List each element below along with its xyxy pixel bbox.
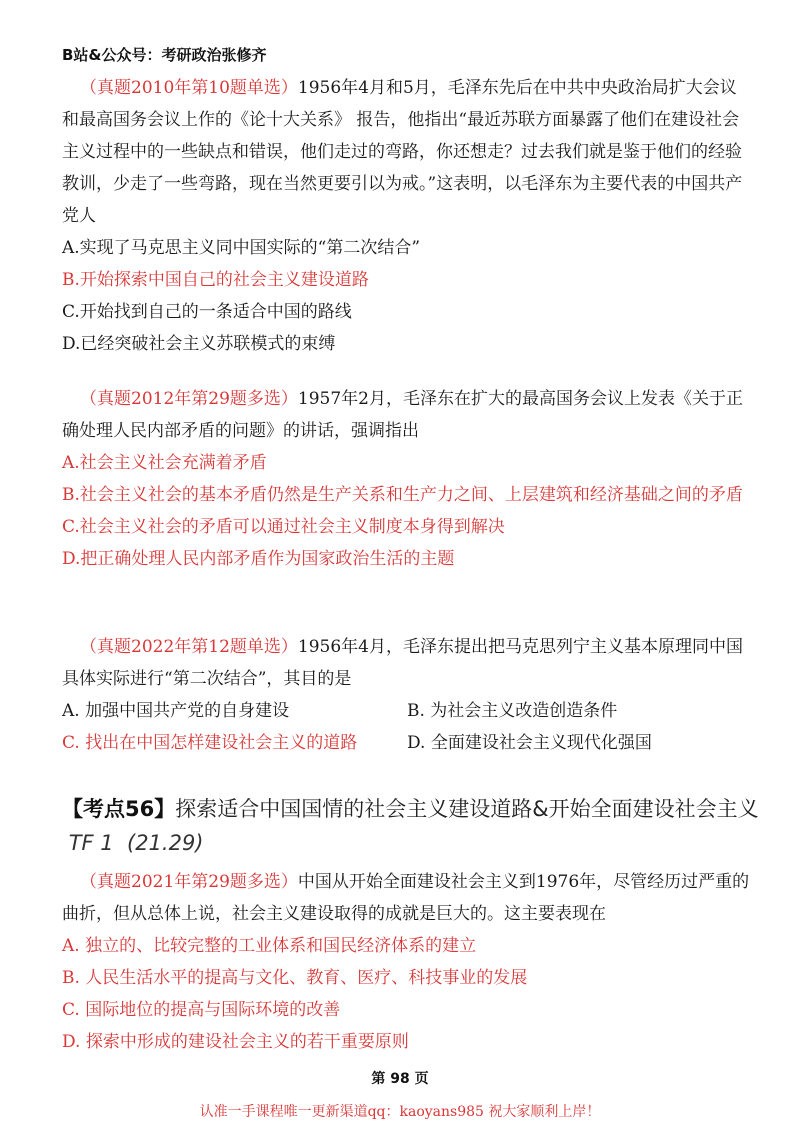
question-2: [62, 383, 752, 575]
question-3: [62, 631, 752, 759]
question-4-option-d: D. 探索中形成的建设社会主义的若干重要原则: [62, 1032, 409, 1052]
question-1-option-d: D.已经突破社会主义苏联模式的束缚: [62, 334, 336, 354]
question-3-stem: [62, 631, 752, 695]
page-number: 第 98 页: [371, 1071, 429, 1087]
page-header: B站&公众号：考研政治张修齐: [62, 46, 267, 64]
question-1-text: 1956年4月和5月，毛泽东先后在中共中央政治局扩大会议和最高国务会议上作的《论十大关系》 报告，他指出“最近苏联方面暴露了他们在建设社会主义过程中的一些缺点和错误，他们走过的弯路，你还想走？过去我们就是鉴于他们的经验教训，少走了一些弯路，现在当然更要引以为戒。”这表明，以毛泽东为主要代表的中国共产党人: [62, 78, 743, 226]
section-tf: TF 1: [68, 831, 114, 855]
section-title: 探索适合中国国情的社会主义建设道路&开始全面建设社会主义: [175, 797, 759, 821]
question-4-option-b: B. 人民生活水平的提高与文化、教育、医疗、科技事业的发展: [62, 968, 528, 988]
question-2-stem: [62, 383, 752, 447]
question-2-option-c: C.社会主义社会的矛盾可以通过社会主义制度本身得到解决: [62, 517, 505, 537]
question-3-option-b: B. 为社会主义改造创造条件: [407, 701, 618, 721]
question-3-options-row-2: [62, 727, 752, 759]
question-4-tag: （真题2021年第29题多选）: [80, 872, 298, 892]
section-score: (21.29): [127, 831, 204, 855]
question-4-option-c: C. 国际地位的提高与国际环境的改善: [62, 1000, 341, 1020]
question-3-tag: （真题2022年第12题单选）: [80, 637, 298, 657]
question-4-text: 中国从开始全面建设社会主义到1976年，尽管经历过严重的曲折，但从总体上说，社会主义建设取得的成就是巨大的。这主要表现在: [62, 872, 750, 924]
question-1-option-a: A.实现了马克思主义同中国实际的“第二次结合”: [62, 238, 421, 258]
question-3-option-c: C. 找出在中国怎样建设社会主义的道路: [62, 733, 358, 753]
question-4-stem: [62, 866, 752, 930]
question-2-text: 1957年2月，毛泽东在扩大的最高国务会议上发表《关于正确处理人民内部矛盾的问题》的讲话，强调指出: [62, 389, 743, 441]
section-heading: [62, 792, 762, 860]
question-1-option-c: C.开始找到自己的一条适合中国的路线: [62, 302, 352, 322]
footer-note: 认准一手课程唯一更新渠道qq：kaoyans985 祝大家顺利上岸！: [199, 1104, 601, 1120]
question-3-options-row-1: [62, 695, 752, 727]
question-3-option-d: D. 全面建设社会主义现代化强国: [407, 733, 652, 753]
question-1-stem: [62, 72, 752, 232]
question-2-tag: （真题2012年第29题多选）: [80, 389, 298, 409]
question-2-option-d: D.把正确处理人民内部矛盾作为国家政治生活的主题: [62, 549, 455, 569]
question-4: [62, 866, 752, 1058]
question-1-option-b: B.开始探索中国自己的社会主义建设道路: [62, 270, 369, 290]
question-2-option-a: A.社会主义社会充满着矛盾: [62, 453, 267, 473]
question-3-option-a: A. 加强中国共产党的自身建设: [62, 701, 290, 721]
question-1: [62, 72, 752, 360]
question-2-option-b: B.社会主义社会的基本矛盾仍然是生产关系和生产力之间、上层建筑和经济基础之间的矛盾: [62, 485, 743, 505]
section-label: 【考点56】: [62, 797, 176, 821]
question-3-text: 1956年4月，毛泽东提出把马克思列宁主义基本原理同中国具体实际进行“第二次结合”，其目的是: [62, 637, 743, 689]
question-1-tag: （真题2010年第10题单选）: [80, 78, 298, 98]
question-4-option-a: A. 独立的、比较完整的工业体系和国民经济体系的建立: [62, 936, 477, 956]
